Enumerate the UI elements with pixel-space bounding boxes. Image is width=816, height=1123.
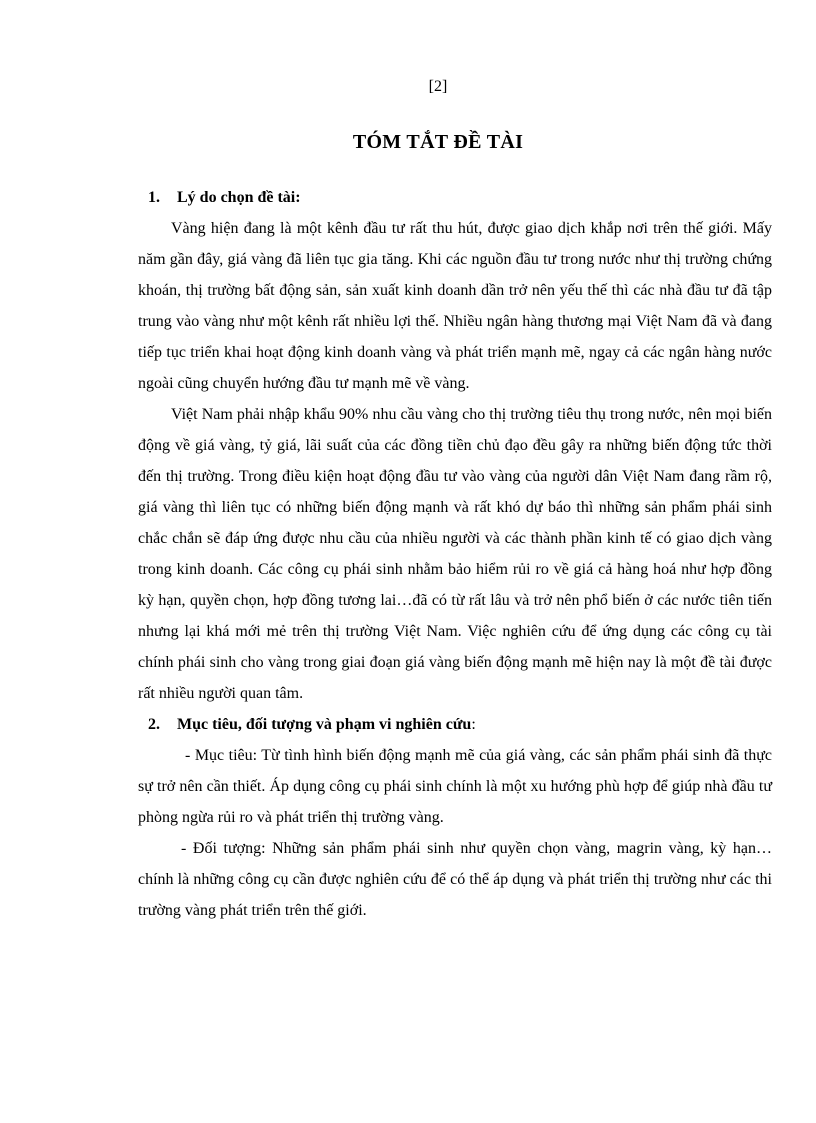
section-2-item-objective: - Mục tiêu: Từ tình hình biến động mạnh mẽ của giá vàng, các sản phẩm phái sinh đã thực sự trở nên cần thiết. Áp dụng công cụ phái sinh chính là một xu hướng phù hợp để giúp nhà đầu tư phòng ngừa rủi ro và phát triển thị trường vàng.: [138, 747, 772, 826]
document-body: [138, 182, 772, 926]
section-2-colon: :: [471, 716, 476, 733]
section-2-number: 2.: [148, 716, 160, 733]
section-2-title: Mục tiêu, đối tượng và phạm vi nghiên cứu: [177, 716, 472, 733]
section-1-number: 1.: [148, 189, 160, 206]
section-1-paragraph-2: Việt Nam phải nhập khẩu 90% nhu cầu vàng cho thị trường tiêu thụ trong nước, nên mọi biến động về giá vàng, tỷ giá, lãi suất của các đồng tiền chủ đạo đều gây ra những biến động tức thời đến thị trường. Trong điều kiện hoạt động đầu tư vào vàng của người dân Việt Nam đang rầm rộ, giá vàng thì liên tục có những biến động mạnh và rất khó dự báo thì những sản phẩm phái sinh chắc chắn sẽ đáp ứng được nhu cầu của nhiều người và các thành phần kinh tế có giao dịch vàng trong kinh doanh. Các công cụ phái sinh nhằm bảo hiểm rủi ro về giá cả hàng hoá như hợp đồng kỳ hạn, quyền chọn, hợp đồng tương lai…đã có từ rất lâu và trở nên phổ biến ở các nước tiên tiến nhưng lại khá mới mẻ trên thị trường Việt Nam. Việc nghiên cứu để ứng dụng các công cụ tài chính phái sinh cho vàng trong giai đoạn giá vàng biến động mạnh mẽ hiện nay là một đề tài được rất nhiều người quan tâm.: [138, 406, 772, 702]
page-title: TÓM TẮT ĐỀ TÀI: [352, 131, 524, 153]
section-1-title: Lý do chọn đề tài:: [177, 189, 301, 206]
section-1-heading: [138, 182, 772, 213]
section-2-item-subject: - Đối tượng: Những sản phẩm phái sinh như quyền chọn vàng, magrin vàng, kỳ hạn… chính là những công cụ cần được nghiên cứu để có thể áp dụng và phát triển thị trường như các thi trường vàng phát triển trên thế giới.: [138, 840, 772, 919]
section-2-heading: [138, 709, 772, 740]
page-number: [2]: [428, 78, 448, 95]
section-1-paragraph-1: Vàng hiện đang là một kênh đầu tư rất thu hút, được giao dịch khắp nơi trên thế giới. Mấy năm gần đây, giá vàng đã liên tục gia tăng. Khi các nguồn đầu tư trong nước như thị trường chứng khoán, thị trường bất động sản, sản xuất kinh doanh dần trở nên yếu thế thì các nhà đầu tư đã tập trung vào vàng như một kênh rất nhiều lợi thế. Nhiều ngân hàng thương mại Việt Nam đã và đang tiếp tục triển khai hoạt động kinh doanh vàng và phát triển mạnh mẽ, ngay cả các ngân hàng nước ngoài cũng chuyển hướng đầu tư mạnh mẽ về vàng.: [138, 220, 772, 392]
